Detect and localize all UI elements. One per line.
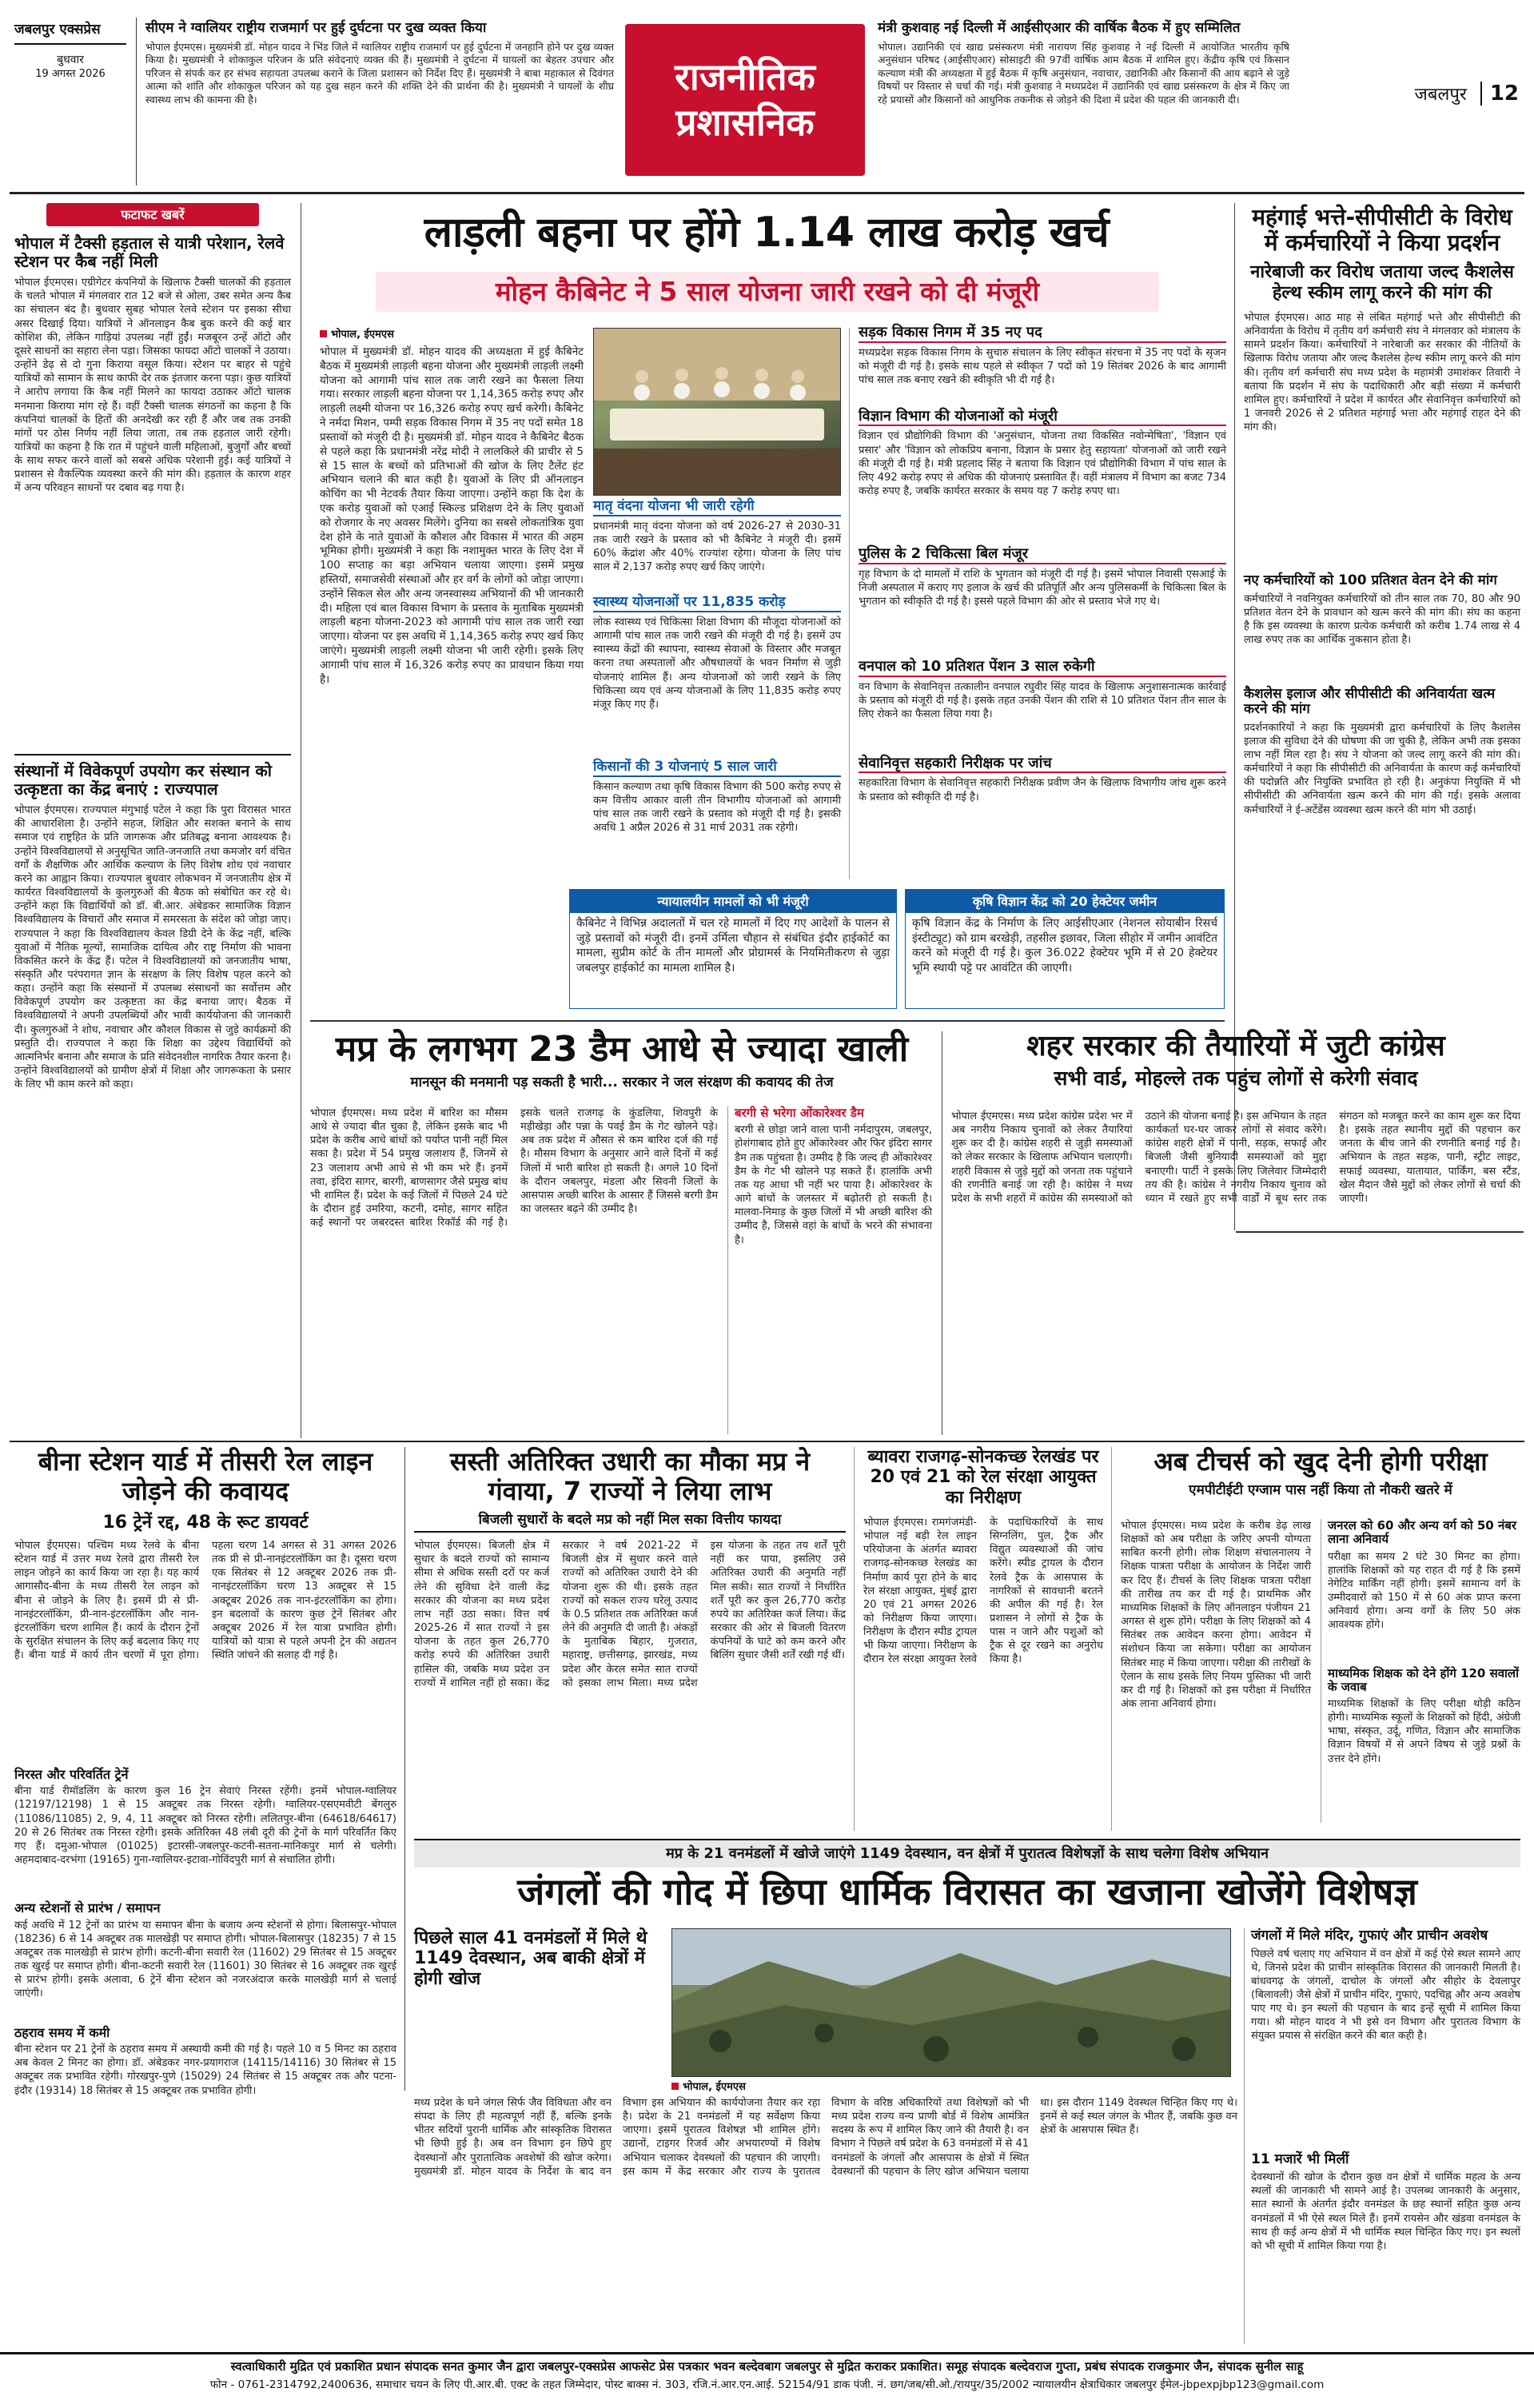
dams-story	[310, 1030, 934, 1437]
matru-body: प्रधानमंत्री मातृ वंदना योजना को वर्ष 2026-27 से 2030-31 तक जारी रखने के प्रस्ताव को भी कैबिनेट ने मंजूरी दी। इसमें 60% केंद्रांश और 40% राज्यांश रहेगा। योजना के लिए पांच साल में 2,137 करोड़ रुपए खर्च किए जाएंगे।	[593, 520, 841, 574]
decision2-body: विज्ञान एवं प्रौद्योगिकी विभाग की 'अनुसंधान, योजना तथा विकसित नवोन्मेषिता', 'विज्ञान एवं प्रसार' और 'विज्ञान को लोकप्रिय बनाना, विज्ञान के प्रसार हेतु सहायता' योजनाओं को जारी रखने की मंजूरी दी गई है। मंत्री प्रहलाद सिंह ने बताया कि विज्ञान एवं प्रौद्योगिकी विभाग में पांच साल के लिए 492 करोड़ रुपए से अधिक की योजनाएं प्रस्तावित हैं। वहीं मंत्रालय में विभाग का बजट 734 करोड़ रुपए है, जबकि कार्यरत सरकार के समय यह 7 करोड़ रुपए था।	[859, 430, 1226, 497]
employees-protest-headline: महंगाई भत्ते-सीपीसीटी के विरोध में कर्मचारियों ने किया प्रदर्शन	[1252, 204, 1512, 257]
sidebar-story1-headline: भोपाल में टैक्सी हड़ताल से यात्री परेशान, रेलवे स्टेशन पर कैब नहीं मिली	[14, 233, 285, 272]
cabinet-meeting-photo	[593, 328, 841, 496]
farm-body: किसान कल्याण तथा कृषि विकास विभाग की 500 करोड़ रुपए से कम वित्तीय आकार वाली तीन विभागीय योजनाओं को आगामी पांच साल तक जारी रखने के प्रस्ताव को मंजूरी दी गई है। इसकी अवधि 1 अप्रैल 2026 से 31 मार्च 2031 तक रहेगी।	[593, 781, 841, 835]
court-box-headline: न्यायालयीन मामलों को भी मंजूरी	[570, 890, 896, 913]
congress-body: भोपाल ईएमएस। मध्य प्रदेश कांग्रेस प्रदेश भर में अब नगरीय निकाय चुनावों को लेकर तैयारियां शुरू कर दी है। कांग्रेस शहरी से जुड़ी समस्याओं को लेकर सरकार के खिलाफ अभियान चलाएगी। शहरी विकास से जुड़े मुद्दों को जनता तक पहुंचाने की रणनीति बनाई जा रही है। कांग्रेस ने मध्य प्रदेश के सभी शहरों में कांग्रेस की समस्याओं को उठाने की योजना बनाई है। इस अभियान के तहत कार्यकर्ता घर-घर जाकर लोगों से संवाद करेंगे। कांग्रेस शहरी क्षेत्रों में पानी, सड़क, सफाई और बिजली जैसी बुनियादी समस्याओं को मुद्दा बनाएगी। पार्टी ने इसके लिए जिलेवार जिम्मेदारी तय की है। कांग्रेस ने नगरीय निकाय चुनाव को ध्यान में रखते हुए सभी वार्डों में बूथ स्तर तक संगठन को मजबूत करने का काम शुरू कर दिया है। इसके तहत स्थानीय मुद्दों की पहचान कर जनता के बीच जाने की रणनीति बनाई गई है। अभियान के तहत सड़क, पानी, स्ट्रीट लाइट, सफाई व्यवस्था, यातायात, पार्किंग, बस स्टैंड, खेल मैदान जैसे मुद्दों को लेकर लोगों से चर्चा की जाएगी।	[951, 1110, 1520, 1205]
health-body: लोक स्वास्थ्य एवं चिकित्सा शिक्षा विभाग की मौजूदा योजनाओं को आगामी पांच साल तक जारी रखने की मंजूरी दी गई है। इसमें उप स्वास्थ्य केंद्रों की स्थापना, स्वास्थ्य सेवाओं के विस्तार और मजबूत करना तथा अस्पतालों और औषधालयों के भवन निर्माण से जुड़ी योजनाएं शामिल हैं। अन्य योजनाओं को जारी रखने के लिए चिकित्सा व्यय एवं अन्य योजनाओं के लिए 11,835 करोड़ रुपए मंजूर किए गए हैं।	[593, 616, 841, 711]
paper-name: जबलपुर एक्सप्रेस	[14, 22, 101, 38]
bina-subhead: 16 ट्रेनें रद्द, 48 के रूट डायवर्ट	[102, 1512, 309, 1533]
imprint-footer	[0, 2352, 1534, 2408]
decision2-headline: विज्ञान विभाग की योजनाओं को मंजूरी	[859, 409, 1226, 427]
employees-protest-h2: नए कर्मचारियों को 100 प्रतिशत वेतन देने की मांग	[1244, 572, 1497, 588]
employees-protest-body2: कर्मचारियों ने नवनियुक्त कर्मचारियों को तीन साल तक 70, 80 और 90 प्रतिशत वेतन देने के प्रावधान को खत्म करने की मांग की। संघ का कहना है कि इस व्यवस्था के कारण प्रत्येक कर्मचारी को करीब 1.74 लाख से 4 लाख रुपए तक का आर्थिक नुकसान होता है।	[1244, 592, 1520, 646]
employees-protest-subhead: नारेबाजी कर विरोध जताया जल्द कैशलेस हेल्थ स्कीम लागू करने की मांग की	[1250, 262, 1514, 303]
credit-headline: सस्ती अतिरिक्त उधारी का मौका मप्र ने गंवाया, 7 राज्यों ने लिया लाभ	[449, 1446, 811, 1506]
teachers-subhead: एमपीटीईटी एग्जाम पास नहीं किया तो नौकरी खतरे में	[1189, 1481, 1452, 1498]
left-sidebar	[14, 203, 291, 1438]
decision5-body: सहकारिता विभाग के सेवानिवृत्त सहकारी निरीक्षक प्रवीण जैन के खिलाफ विभागीय जांच शुरू करने के प्रस्ताव को स्वीकृति दी गई है।	[859, 777, 1226, 803]
farm-headline: किसानों की 3 योजनाएं 5 साल जारी	[593, 759, 841, 777]
rail-headline: ब्यावरा राजगढ़-सोनकच्छ रेलखंड पर 20 एवं 21 को रेल संरक्षा आयुक्त का निरीक्षण	[867, 1447, 1099, 1508]
bina-body: भोपाल ईएमएस। पश्चिम मध्य रेलवे के बीना स्टेशन यार्ड में उत्तर मध्य रेलवे द्वारा तीसरी रेल लाइन जोड़ने का कार्य किया जा रहा है। यह कार्य आगासौद-बीना के मध्य तीसरी रेल लाइन को बीना से जोड़ने के लिए है। इसमें प्री से प्री-नानइंटरलॉकिंग, प्री-नान-इंटरलॉकिंग और नान-इंटरलॉकिंग चरण शामिल हैं। कार्य के दौरान ट्रेनों के सुरक्षित संचालन के लिए कई बदलाव किए गए हैं। बीना यार्ड में कार्य तीन चरणों में पूरा होगा। पहला चरण 14 अगस्त से 31 अगस्त 2026 तक प्री से प्री-नानइंटरलॉकिंग का है। दूसरा चरण एक सितंबर से 12 अक्टूबर 2026 तक प्री-नानइंटरलॉकिंग चरण 13 अक्टूबर से 15 अक्टूबर 2026 तक नान-इंटरलॉकिंग का होगा। इन बदलावों के कारण कुछ ट्रेनें सितंबर और अक्टूबर 2026 में रेल यात्रा प्रभावित होगी। यात्रियों को यात्रा से पहले अपनी ट्रेन की अद्यतन स्थिति जांचने की सलाह दी गई है।	[14, 1539, 396, 1662]
omkareshwar-box	[727, 1106, 932, 1434]
dams-subhead: मानसून की मनमानी पड़ सकती है भारी... सरकार ने जल संरक्षण की कवायद की तेज	[410, 1074, 834, 1090]
sidebar-story1-body: भोपाल ईएमएस। एग्रीगेटर कंपनियों के खिलाफ टैक्सी चालकों की हड़ताल के चलते भोपाल में मंगलवार रात 12 बजे से ओला, उबर समेत अन्य कैब का संचालन बंद है। बुधवार सुबह भोपाल रेलवे स्टेशन पर इसका सीधा असर दिखाई दिया। यात्रियों ने ऑनलाइन कैब बुक करने की कई बार कोशिश की, लेकिन गाड़ियां उपलब्ध नहीं हुईं। मजबूरन उन्हें ऑटो और दूसरे साधनों का सहारा लेना पड़ा। जिसका फायदा ऑटो चालकों ने उठाया। उन्होंने डेढ़ से दो गुना किराया वसूल किया। स्टेशन पर बाहर से पहुंचे यात्रियों को सामान के साथ काफी देर तक इंतजार करना पड़ा। कुछ यात्रियों ने आरोप लगाया कि कैब नहीं मिलने का फायदा उठाकर ऑटो चालक मनमाना किराया मांग रहे हैं। वहीं टैक्सी चालक संगठनों का कहना है कि कंपनियां चालकों के हितों की अनदेखी कर रही हैं और जब तक उनकी मांगों पर ठोस निर्णय नहीं लिया जाता, तब तक हड़ताल जारी रहेगी। यात्रियों का कहना है कि रात में पहुंचने वाली महिलाओं, बुजुर्गों और बच्चों के साथ सफर करने वालों को सबसे अधिक परेशानी हुई। कई यात्रियों ने प्रशासन से वैकल्पिक व्यवस्था करने की मांग की। हड़ताल के कारण शहर में अन्य परिवहन साधनों पर दबाव बढ़ गया है।	[14, 277, 291, 495]
kvk-box-body: कृषि विज्ञान केंद्र के निर्माण के लिए आईसीएआर (नेशनल सोयाबीन रिसर्च इंस्टीट्यूट) को ग्राम बरखेड़ी, तहसील इछावर, जिला सीहोर में जमीन आवंटित करने को मंजूरी दी गई है। कुल 36.022 हेक्टेयर भूमि में से 20 हेक्टेयर भूमि स्थायी पट्टे पर आवंटित की जाएगी।	[912, 917, 1217, 975]
heritage-right	[1244, 1928, 1520, 2344]
teachers-headline: अब टीचर्स को खुद देनी होगी परीक्षा	[1153, 1446, 1488, 1477]
bina-h2: निरस्त और परिवर्तित ट्रेनें	[14, 1766, 129, 1782]
top-right-body: भोपाल। उद्यानिकी एवं खाद्य प्रसंस्करण मंत्री नारायण सिंह कुशवाह ने नई दिल्ली में आयोजित भारतीय कृषि अनुसंधान परिषद (आईसीएआर) सोसाइटी की 97वीं वार्षिक आम बैठक में शामिल हुए। केंद्रीय कृषि एवं किसान कल्याण मंत्री की अध्यक्षता में हुई बैठक में कृषि अनुसंधान, नवाचार, उद्यानिकी और किसानों की आय बढ़ाने से जुड़े विषयों पर विस्तार से चर्चा की गई। मंत्री कुशवाह ने मध्यप्रदेश में उद्यानिकी एवं खाद्य प्रसंस्करण के क्षेत्र में किए जा रहे प्रयासों और किसानों को आधुनिक तकनीक से जोड़ने की दिशा में प्रदेश की पहल की जानकारी दी।	[878, 40, 1289, 106]
bina-body4: बीना स्टेशन पर 21 ट्रेनों के ठहराव समय में अस्थायी कमी की गई है। पहले 10 व 5 मिनट का ठहराव अब केवल 2 मिनट का होगा। डॉ. अंबेडकर नगर-प्रयागराज (14115/14116) 30 सितंबर से 15 अक्टूबर तक प्रभावित रहेगी। गोरखपुर-पुणे (15029) 24 सितंबर से 15 अक्टूबर तक और पटना-इंदौर (19314) 18 सितंबर से 15 अक्टूबर तक प्रभावित होगी।	[14, 2043, 396, 2097]
lead-body: भोपाल में मुख्यमंत्री डॉ. मोहन यादव की अध्यक्षता में हुई कैबिनेट बैठक में मुख्यमंत्री लाड़ली बहना योजना और मुख्यमंत्री लाड़ली लक्ष्मी योजना को आगामी पांच साल तक जारी रखने का फैसला लिया गया। सरकार लाड़ली बहना योजना पर 1,14,365 करोड़ रुपए और लाड़ली लक्ष्मी योजना पर 16,326 करोड़ रुपए खर्च करेगी। कैबिनेट ने नर्मदा मिशन, पम्पी सड़क विकास निगम में 35 नए पदों समेत 18 प्रस्तावों को मंजूरी दी है। मुख्यमंत्री डॉ. मोहन यादव ने कैबिनेट बैठक से पहले कहा कि प्रधानमंत्री नरेंद्र मोदी ने लालकिले की प्राचीर से 5 से 15 साल के बच्चों को प्रतिभाओं की खोज के लिए टैलेंट हंट अभियान चलाने की बात कही है। युवाओं के लिए प्री ऑनलाइन कोचिंग का भी नेटवर्क तैयार किया जाएगा। उन्होंने कहा कि देश के एक करोड़ युवाओं को एआई स्किल्ड प्रशिक्षण देने के लिए युवाओं को रोजगार के नए अवसर मिलेंगे। दुनिया का सबसे लोकतांत्रिक युवा देश होने के नाते युवाओं के कौशल और विकास में भारत की अहम भूमिका होगी। मुख्यमंत्री ने कहा कि नशामुक्त भारत के लिए देश में 100 सप्ताह का बड़ा अभियान चलाया जाएगा। इसमें प्रमुख हस्तियों, समाजसेवी संस्थाओं और हर वर्ग के लोगों को जोड़ा जाएगा। उन्होंने सिकल सेल और अन्य जनस्वास्थ्य अभियानों की भी जानकारी दी। महिला एवं बाल विकास विभाग के प्रस्ताव के मुताबिक मुख्यमंत्री लाड़ली बहना योजना-2023 को आगामी पांच साल तक जारी रखा जाएगा। योजना पर इस अवधि में 1,14,365 करोड़ रुपए खर्च किए जाएंगे। मुख्यमंत्री लाड़ली लक्ष्मी योजना भी जारी रहेगी। इसके लिए आगामी पांच साल में 16,326 करोड़ रुपए का प्रावधान किया गया है।	[320, 345, 584, 686]
court-cases-box	[569, 889, 897, 1009]
heritage-right-headline: जंगलों में मिले मंदिर, गुफाएं और प्राचीन अवशेष	[1251, 1928, 1488, 1944]
omkareshwar-body: बरगी से छोड़ा जाने वाला पानी नर्मदापुरम, जबलपुर, होशंगाबाद होते हुए ओंकारेश्वर और फिर इंदिरा सागर डैम तक पहुंचता है। उम्मीद है कि जल्द ही ओंकारेश्वर डैम के गेट भी खोलने पड़ सकते हैं। हालांकि अभी तक यह आधा भी नहीं भर पाया है। ओंकारेश्वर के आगे बांधों के जलस्तर में बढ़ोतरी हो सकती है। मालवा-निमाड़ के कुछ जिलों में भी अच्छी बारिश की उम्मीद है, जिससे वहां के बांधों के भरने की संभावना है।	[735, 1124, 932, 1246]
lead-byline: भोपाल, ईएमएस	[320, 328, 394, 341]
paper-nameplate	[14, 22, 126, 102]
heritage-body: मध्य प्रदेश के घने जंगल सिर्फ जैव विविधता और वन संपदा के लिए ही महत्वपूर्ण नहीं हैं, बल्कि इनके भीतर सदियों पुरानी धार्मिक और सांस्कृतिक विरासत भी छिपी हुई है। अब वन विभाग इन छिपे हुए देवस्थानों और पुरातात्विक अवशेषों की खोज करेगा। मुख्यमंत्री डॉ. मोहन यादव के निर्देश के बाद वन विभाग इस अभियान की कार्ययोजना तैयार कर रहा है। प्रदेश के 21 वनमंडलों में यह सर्वेक्षण किया जाएगा। इसमें पुरातत्व विशेषज्ञ भी शामिल होंगे। उद्यानों, टाइगर रिजर्व और अभयारण्यों में विशेष अभियान चलाकर देवस्थलों की पहचान की जाएगी। इस काम में केंद्र सरकार और राज्य के पुरातत्व विभाग के वरिष्ठ अधिकारियों तथा विशेषज्ञों को भी मध्य प्रदेश राज्य वन्य प्राणी बोर्ड में विशेष आमंत्रित सदस्य के रूप में शामिल किए जाने की तैयारी है। वन विभाग ने पिछले वर्ष प्रदेश के 63 वनमंडलों में से 41 वनमंडलों के जंगलों और आसपास के क्षेत्रों में स्थित देवस्थानों की पहचान के लिए खोज अभियान चलाया था। इस दौरान 1149 देवस्थल चिन्हित किए गए थे। इनमें से कई स्थल जंगल के भीतर हैं, जबकि कुछ वन क्षेत्रों के आसपास स्थित हैं।	[414, 2097, 1237, 2178]
congress-story	[951, 1030, 1520, 1429]
bina-body3: कई अवधि में 12 ट्रेनों का प्रारंभ या समापन बीना के बजाय अन्य स्टेशनों से होगा। बिलासपुर-भोपाल (18236) 6 से 14 अक्टूबर तक मालखेड़ी पर समाप्त होगी। भोपाल-बिलासपुर (18235) 7 से 15 अक्टूबर तक मालखेड़ी से प्रारंभ होगी। कटनी-बीना सवारी रेल (11602) 29 सितंबर से 15 अक्टूबर तक खुरई पर समाप्त होगी। बीना-कटनी सवारी रेल (11601) 30 सितंबर से 16 अक्टूबर तक खुरई से प्रारंभ होगी। इसके अलावा, 6 ट्रेनें बीना स्टेशन को नजरअंदाज करके मालखेड़ी मार्ग से चलाई जाएंगी।	[14, 1919, 396, 2000]
bina-h3: अन्य स्टेशनों से प्रारंभ / समापन	[14, 1900, 161, 1916]
sidebar-story2-body: भोपाल ईएमएस। राज्यपाल मंगुभाई पटेल ने कहा कि पुरा विरासत भारत की आधारशिला है। उन्होंने सहज, शिक्षित और सशक्त बनाने के साथ समाज एवं राष्ट्रहित के प्रति जागरूक और प्रतिबद्ध बनाना आवश्यक है। उन्होंने विश्वविद्यालयों से अनुसूचित जाति-जनजाति तथा कमजोर वर्ग वंचित वर्गों के शैक्षणिक और आर्थिक कल्याण के लिए विशेष शोध एवं नवाचार करने का आह्वान किया। राज्यपाल बुधवार लोकभवन में जनजातीय क्षेत्र में कार्यरत विश्वविद्यालयों के कुलगुरुओं की बैठक को संबोधित कर रहे थे। उन्होंने कहा कि विद्यार्थियों को डॉ. बी.आर. अंबेडकर सामाजिक विज्ञान विश्वविद्यालय के विचारों और समाज में समरसता के संदेश को जोड़ा जाए। राज्यपाल ने कहा कि विश्वविद्यालय केवल डिग्री देने के केंद्र नहीं, बल्कि युवाओं में नैतिक मूल्यों, सामाजिक दायित्व और राष्ट्र निर्माण की भावना विकसित करने के केंद्र हैं। पटेल ने विश्वविद्यालयों को जनजातीय भाषा, संस्कृति और परंपरागत ज्ञान के संरक्षण के लिए विशेष पहल करने को कहा। उन्होंने कहा कि संस्थानों में उपलब्ध संसाधनों का सर्वोत्तम और विवेकपूर्ण उपयोग कर उत्कृष्टता का केंद्र बनाया जाए। बैठक में विश्वविद्यालयों ने अपनी उपलब्धियों और भावी कार्ययोजना की जानकारी दी। कुलगुरुओं ने शोध, नवाचार और कौशल विकास से जुड़े कार्यक्रमों की प्रस्तुति दी। राज्यपाल ने कहा कि शिक्षा का उद्देश्य विद्यार्थियों को आत्मनिर्भर बनाना और समाज के प्रति संवेदनशील नागरिक तैयार करना है। उन्होंने विश्वविद्यालयों को ग्रामीण क्षेत्रों में शिक्षा और जागरूकता के प्रसार के लिए भी काम करने को कहा।	[14, 804, 291, 1091]
heritage-right-h2: 11 मजारें भी मिलीं	[1251, 2151, 1349, 2167]
heritage-kicker-bar	[414, 1839, 1520, 1868]
lead-headline-wrap	[310, 209, 1223, 265]
teachers-body2: माध्यमिक शिक्षकों के लिए परीक्षा थोड़ी कठिन होगी। माध्यमिक स्कूलों के शिक्षकों को हिंदी, अंग्रेजी भाषा, संस्कृत, उर्दू, गणित, विज्ञान और सामाजिक विज्ञान विषयों में से अपने विषय से जुड़े प्रश्नों के उत्तर देने होंगे।	[1328, 1698, 1520, 1765]
heritage-kicker: मप्र के 21 वनमंडलों में खोजे जाएंगे 1149 देवस्थान, वन क्षेत्रों में पुरातत्व विशेषज्ञों के साथ चलेगा विशेष अभियान	[666, 1845, 1269, 1862]
rail-inspection-story	[863, 1447, 1103, 1831]
teachers-box-headline: जनरल को 60 और अन्य वर्ग को 50 नंबर लाना अनिवार्य	[1328, 1518, 1516, 1547]
sidebar-story2-headline: संस्थानों में विवेकपूर्ण उपयोग कर संस्थान को उत्कृष्टता का केंद्र बनाएं : राज्यपाल	[14, 761, 272, 799]
decision1-body: मध्यप्रदेश सड़क विकास निगम के सुचारु संचालन के लिए स्वीकृत संरचना में 35 नए पदों के सृजन को मंजूरी दी गई है। इसके साथ पहले से स्वीकृत 7 पदों को 19 सितंबर 2026 के बाद आगामी पांच साल तक बनाए रखने की स्वीकृति भी दी गई है।	[859, 346, 1226, 386]
cabinet-decisions-column	[859, 325, 1226, 884]
bina-headline: बीना स्टेशन यार्ड में तीसरी रेल लाइन जोड़ने की कवायद	[38, 1446, 373, 1506]
teachers-side-box	[1321, 1519, 1520, 1823]
top-left-body: भोपाल ईएमएस। मुख्यमंत्री डॉ. मोहन यादव ने भिंड जिले में ग्वालियर राष्ट्रीय राजमार्ग पर हुई दुर्घटना में जनहानि होने पर दुख व्यक्त किया है। मुख्यमंत्री ने शोकाकुल परिजन के प्रति संवेदनाएं व्यक्त की हैं। मुख्यमंत्री ने दुर्घटना में घायलों का बेहतर उपचार और परिजन से संपर्क कर हर संभव सहायता उपलब्ध कराने के जिला प्रशासन को निर्देश दिए हैं। मुख्यमंत्री ने बाबा महाकाल से दिवंगत आत्मा को शांति और शोकाकुल परिजन को यह दुख सहन करने की शक्ति देने की प्रार्थना की है। मुख्यमंत्री ने घायलों के शीघ्र स्वास्थ्य लाभ की कामना की है।	[145, 40, 614, 106]
heritage-right-body: पिछले वर्ष चलाए गए अभियान में वन क्षेत्रों में कई ऐसे स्थल सामने आए थे, जिनसे प्रदेश की प्राचीन सांस्कृतिक विरासत की जानकारी मिलती है। बांधवगढ़ के जंगलों, दाचोल के जंगलों और सीहोर के देवलापुर (बिलावली) जैसे क्षेत्रों में प्राचीन मंदिर, गुफाएं, पदचिह्न और अन्य अवशेष पाए गए थे। इन स्थलों की पहचान के बाद इन्हें सूची में शामिल किया गया। श्री मोहन यादव ने भी इसे वन विभाग और पुरातत्व विभाग के संयुक्त प्रयास से संरक्षित करने की बात कही है।	[1251, 1948, 1520, 2043]
issue-day: बुधवार	[14, 43, 126, 67]
bina-body2: बीना यार्ड रीमॉडलिंग के कारण कुल 16 ट्रेन सेवाएं निरस्त रहेंगी। इनमें भोपाल-ग्वालियर (12197/12198) 1 से 15 अक्टूबर तक निरस्त रहेगी। ग्वालियर-एसएमवीटी बेंगलुरु (11086/11085) 2, 9, 4, 11 अक्टूबर को निरस्त रहेगी। ललितपुर-बीना (64618/64617) 20 से 26 सितंबर तक निरस्त रहेगी। इसके अतिरिक्त 48 लंबी दूरी की ट्रेनों के मार्ग परिवर्तित किए गए हैं। दमुआ-भोपाल (01025) इटारसी-जबलपुर-कटनी-सतना-मानिकपुर मार्ग से चलेगी। अहमदाबाद-दरभंगा (19165) गुना-ग्वालियर-इटावा-गोविंदपुरी मार्ग से संचालित होगी।	[14, 1785, 396, 1867]
photo-caption: मातृ वंदना योजना भी जारी रहेगी	[593, 499, 841, 516]
dams-headline: मप्र के लगभग 23 डैम आधे से ज्यादा खाली	[335, 1029, 909, 1070]
court-box-body: कैबिनेट ने विभिन्न अदालतों में चल रहे मामलों में दिए गए आदेशों के पालन से जुड़े प्रस्तावों को मंजूरी दी। इनमें उर्मिला चौहान से संबंधित इंदौर हाईकोर्ट का मामला, सुप्रीम कोर्ट के तीन मामलों और प्रोग्रामर्स के नियमितीकरण से जुड़ा जबलपुर हाईकोर्ट का मामला शामिल है।	[576, 917, 890, 975]
footer-line1: स्वत्वाधिकारी मुद्रित एवं प्रकाशित प्रधान संपादक सनत कुमार जैन द्वारा जबलपुर-एक्सप्रेस आफसेट प्रेस पत्रकार भवन बल्देवबाग जबलपुर से मुद्रित कराकर प्रकाशित। समूह संपादक बल्देवराज गुप्ता, प्रबंध संपादक राजकुमार जैन, संपादक सुनील साहू	[230, 2359, 1304, 2374]
masthead	[0, 0, 1534, 198]
congress-headline: शहर सरकार की तैयारियों में जुटी कांग्रेस	[1026, 1030, 1445, 1062]
section-banner	[625, 24, 865, 176]
employees-protest-body3: प्रदर्शनकारियों ने कहा कि मुख्यमंत्री द्वारा कर्मचारियों के लिए कैशलेस इलाज की सुविधा देने की घोषणा की जा चुकी है, लेकिन अभी तक इसका लाभ नहीं मिल रहा है। संघ ने योजना को जल्द लागू करने की मांग की। कर्मचारियों ने कहा कि सीपीसीटी की अनिवार्यता के कारण कई कर्मचारियों की पदोन्नति और नियुक्ति प्रभावित हो रही है। अनुकंपा नियुक्ति में भी सीपीसीटी की अनिवार्यता खत्म करने की मांग की गई। इसके अलावा कर्मचारियों ने ई-अटेंडेंस व्यवस्था खत्म करने की मांग भी उठाई।	[1244, 721, 1520, 816]
top-right-headline: मंत्री कुशवाह नई दिल्ली में आईसीएआर की वार्षिक बैठक में हुए सम्मिलित	[878, 20, 1241, 36]
heritage-right-body2: देवस्थानों की खोज के दौरान कुछ वन क्षेत्रों में धार्मिक महत्व के अन्य स्थलों की जानकारी भी सामने आई है। उपलब्ध जानकारी के अनुसार, सात स्थानों के अंतर्गत इंदौर वनमंडल के छह स्थानों सहित कुछ अन्य वनमंडलों में भी ऐसे स्थल मिले हैं। इनमें रायसेन और खंडवा वनमंडल के साथ ही कई अन्य क्षेत्रों में भी धार्मिक स्थल चिन्हित किए गए। इन स्थलों को भी सूची में शामिल किया गया है।	[1251, 2171, 1520, 2252]
footer-line2: फोन - 0761-2314792,2400636, समाचार चयन के लिए पी.आर.बी. एक्ट के तहत जिम्मेदार, पोस्ट बाक्स नं. 303, रजि.नं.आर.एन.आई. 52154/91 डाक पंजी. नं. छग/जब/सी.ओ./रायपुर/35/2002 न्यायालयीन क्षेत्राधिकार जबलपुर ईमेल-jbpexpjbp123@gmail.com	[209, 2378, 1325, 2391]
decision3-headline: पुलिस के 2 चिकित्सा बिल मंजूर	[859, 546, 1226, 564]
lead-headline: लाड़ली बहना पर होंगे 1.14 लाख करोड़ खर्च	[424, 209, 1110, 257]
page-city: जबलपुर	[1414, 85, 1467, 105]
teachers-h2: माध्यमिक शिक्षक को देने होंगे 120 सवालों के जवाब	[1328, 1665, 1519, 1694]
health-headline: स्वास्थ्य योजनाओं पर 11,835 करोड़	[593, 595, 841, 612]
bina-story	[14, 1446, 396, 2097]
decision5-headline: सेवानिवृत्त सहकारी निरीक्षक पर जांच	[859, 755, 1226, 774]
section-title-line1: राजनीतिक	[675, 54, 815, 98]
congress-subhead: सभी वार्ड, मोहल्ले तक पहुंच लोगों से करेगी संवाद	[1054, 1066, 1418, 1090]
decision4-headline: वनपाल को 10 प्रतिशत पेंशन 3 साल रुकेगी	[859, 659, 1226, 677]
employees-protest-h3: कैशलेस इलाज और सीपीसीटी की अनिवार्यता खत्म करने की मांग	[1244, 685, 1496, 718]
top-left-headline: सीएम ने ग्वालियर राष्ट्रीय राजमार्ग पर हुई दुर्घटना पर दुख व्यक्त किया	[145, 20, 487, 36]
kvk-box-headline: कृषि विज्ञान केंद्र को 20 हेक्टेयर जमीन	[906, 890, 1224, 913]
kvk-land-box	[905, 889, 1225, 1009]
heritage-byline: भोपाल, ईएमएस	[671, 2080, 746, 2094]
heritage-headline: जंगलों की गोद में छिपा धार्मिक विरासत का खजाना खोजेंगे विशेषज्ञ	[517, 1870, 1417, 1913]
lead-subhead-wrap	[376, 272, 1159, 312]
teachers-body: भोपाल ईएमएस। मध्य प्रदेश के करीब डेढ़ लाख शिक्षकों को अब परीक्षा के जरिए अपनी योग्यता साबित करनी होगी। लोक शिक्षण संचालनालय ने शिक्षक पात्रता परीक्षा के आयोजन के निर्देश जारी कर दिए हैं। टीचर्स के लिए शिक्षक पात्रता परीक्षा की तारीख तय कर दी गई है। प्राथमिक और माध्यमिक शिक्षकों के लिए ऑनलाइन पंजीयन 21 अगस्त से शुरू होंगे। परीक्षा के लिए शिक्षकों को 4 सितंबर तक आवेदन करना होगा। आवेदन में संशोधन किया जा सकेगा। परीक्षा का आयोजन सितंबर माह में किया जाएगा। परीक्षा की तारीखों के ऐलान के साथ इसके लिए नियम पुस्तिका भी जारी कर दी गई है। शिक्षकों को इस परीक्षा में निर्धारित अंक लाना अनिवार्य होगा।	[1121, 1520, 1311, 1711]
employees-protest-body1: भोपाल ईएमएस। आठ माह से लंबित महंगाई भत्ते और सीपीसीटी की अनिवार्यता के विरोध में तृतीय वर्ग कर्मचारी संघ ने मंगलवार को मंत्रालय के सामने प्रदर्शन किया। कर्मचारियों ने नारेबाजी कर सरकार की नीतियों के खिलाफ विरोध जताया और जल्द कैशलेस हेल्थ स्कीम लागू करने की मांग की। तृतीय वर्ग कर्मचारी संघ मध्य प्रदेश के महामंत्री उमाशंकर तिवारी ने बताया कि प्रदर्शन में संघ के पदाधिकारी और बड़ी संख्या में कर्मचारी शामिल हुए। कर्मचारियों ने प्रदेश में कार्यरत और सेवानिवृत्त कर्मचारियों को 1 जनवरी 2026 से 2 प्रतिशत महंगाई भत्ता और महंगाई राहत देने की मांग की।	[1244, 311, 1520, 434]
credit-body: भोपाल ईएमएस। बिजली क्षेत्र में सुधार के बदले राज्यों को सामान्य सीमा से अधिक सस्ती दरों पर कर्ज लेने की सुविधा देने वाली केंद्र सरकार की योजना का मध्य प्रदेश लाभ नहीं उठा सका। वित्त वर्ष 2025-26 में सात राज्यों ने इस योजना के तहत कुल 26,770 करोड़ रुपये की अतिरिक्त उधारी हासिल की, जबकि मध्य प्रदेश उन राज्यों में शामिल नहीं हो सका। केंद्र सरकार ने वर्ष 2021-22 में बिजली क्षेत्र में सुधार करने वाले राज्यों को अतिरिक्त उधारी देने की योजना शुरू की थी। इसके तहत राज्यों को सकल राज्य घरेलू उत्पाद के 0.5 प्रतिशत तक अतिरिक्त कर्ज लेने की अनुमति दी जाती है। अंकड़ों के मुताबिक बिहार, गुजरात, महाराष्ट्र, छत्तीसगढ़, झारखंड, मध्य प्रदेश और केरल समेत सात राज्यों को इसका लाभ मिला। मध्य प्रदेश इस योजना के तहत तय शर्तें पूरी नहीं कर पाया, इसलिए उसे अतिरिक्त उधारी की अनुमति नहीं मिल सकी। सात राज्यों ने निर्धारित शर्तें पूरी कर कुल 26,770 करोड़ रुपये का अतिरिक्त कर्ज लिया। केंद्र सरकार की ओर से बिजली वितरण कंपनियों के घाटे को कम करने और बिलिंग सुधार जैसी शर्तें रखी गई थीं।	[414, 1540, 846, 1689]
rail-body: भोपाल ईएमएस। रामगंजमंडी-भोपाल नई बड़ी रेल लाइन परियोजना के अंतर्गत ब्यावरा राजगढ़-सोनकच्छ रेलखंड का निर्माण कार्य पूरा होने के बाद रेल संरक्षा आयुक्त, मुंबई द्वारा 20 एवं 21 अगस्त 2026 को निरीक्षण किया जाएगा। निरीक्षण के दौरान स्पीड ट्रायल भी किया जाएगा। निरीक्षण के दौरान रेल संरक्षा आयुक्त रेलवे के पदाधिकारियों के साथ सिग्नलिंग, पुल, ट्रैक और विद्युत व्यवस्थाओं की जांच करेंगे। स्पीड ट्रायल के दौरान रेलवे ट्रैक के आसपास के नागरिकों से सावधानी बरतने की अपील की गई है। रेल प्रशासन ने लोगों से ट्रैक के पास न जाने और पशुओं को ट्रैक से दूर रखने का अनुरोध किया है।	[863, 1516, 1103, 1666]
page-number: 12	[1480, 82, 1519, 106]
credit-story	[414, 1447, 846, 1831]
lead-subhead: मोहन कैबिनेट ने 5 साल योजना जारी रखने को दी मंजूरी	[495, 276, 1040, 307]
bina-h4: ठहराव समय में कमी	[14, 2024, 110, 2040]
credit-subhead: बिजली सुधारों के बदले मप्र को नहीं मिल सका वित्तीय फायदा	[414, 1513, 846, 1533]
teachers-story	[1121, 1447, 1520, 1831]
page-marker	[1311, 80, 1519, 112]
issue-date: 19 अगस्त 2026	[35, 68, 106, 81]
heritage-headline-wrap	[414, 1871, 1520, 1920]
decision1-headline: सड़क विकास निगम में 35 नए पद	[859, 325, 1226, 343]
forest-photo	[671, 1928, 1231, 2077]
section-title-line2: प्रशासनिक	[675, 101, 815, 144]
heritage-left-headline: पिछले साल 41 वनमंडलों में मिले थे 1149 देवस्थान, अब बाकी क्षेत्रों में होगी खोज	[414, 1928, 647, 1989]
omkareshwar-headline: बरगी से भरेगा ओंकारेश्वर डैम	[735, 1106, 864, 1120]
heritage-left	[414, 1928, 662, 2088]
dams-body: भोपाल ईएमएस। मध्य प्रदेश में बारिश का मौसम आधे से ज्यादा बीत चुका है, लेकिन इसके बाद भी प्रदेश के करीब आधे बांधों को पर्याप्त पानी नहीं मिल सका है। प्रदेश में 54 प्रमुख जलाशय हैं, जिनमें से 23 जलाशय अभी आधे से भी कम भरे हैं। इनमें तवा, इंदिरा सागर, बारगी, बाणसागर जैसे प्रमुख बांध भी शामिल हैं। प्रदेश के कई जिलों में पिछले 24 घंटे के दौरान हुई उमरिया, कटनी, दमोह, सागर सहित कई स्थानों पर जबरदस्त बारिश रिकॉर्ड की गई है। इसके चलते राजगढ़ के कुंडलिया, शिवपुरी के मड़ीखेड़ा और पन्ना के पवई डैम के गेट खोलने पड़े। अब तक प्रदेश में औसत से कम बारिश दर्ज की गई है। मौसम विभाग के अनुसार आने वाले दिनों में कई जिलों में भारी बारिश हो सकती है। अगले 10 दिनों के दौरान जबलपुर, मंडला और सिवनी जिलों के आसपास अच्छी बारिश के आसार हैं जिससे बरगी डैम का जलस्तर बढ़ने की उम्मीद है।	[310, 1107, 718, 1230]
decision3-body: गृह विभाग के दो मामलों में राशि के भुगतान को मंजूरी दी गई है। इसमें भोपाल निवासी एसआई के निजी अस्पताल में कराए गए इलाज के खर्च की प्रतिपूर्ति और अन्य पुलिसकर्मी के चिकित्सा बिल के भुगतान को स्वीकृति दी गई है। इससे पहले विभाग की ओर से प्रस्ताव भेजे गए थे।	[859, 568, 1226, 608]
sidebar-box-title: फटाफट खबरें	[46, 203, 259, 226]
teachers-box-body: परीक्षा का समय 2 घंटे 30 मिनट का होगा। हालांकि शिक्षकों को यह राहत दी गई है कि इसमें नेगेटिव मार्किंग नहीं होगी। इसमें सामान्य वर्ग के उम्मीदवारों को 150 में से 60 अंक प्राप्त करना अनिवार्य होगा। अन्य वर्गों के लिए 50 अंक आवश्यक होंगे।	[1328, 1550, 1520, 1632]
top-left-story	[145, 21, 614, 189]
decision4-body: वन विभाग के सेवानिवृत्त तत्कालीन वनपाल रघुवीर सिंह यादव के खिलाफ अनुशासनात्मक कार्रवाई के प्रस्ताव को मंजूरी दी गई है। इसके तहत उनकी पेंशन की राशि से 10 प्रतिशत पेंशन तीन साल के लिए रोकने का फैसला लिया गया है।	[859, 680, 1226, 721]
